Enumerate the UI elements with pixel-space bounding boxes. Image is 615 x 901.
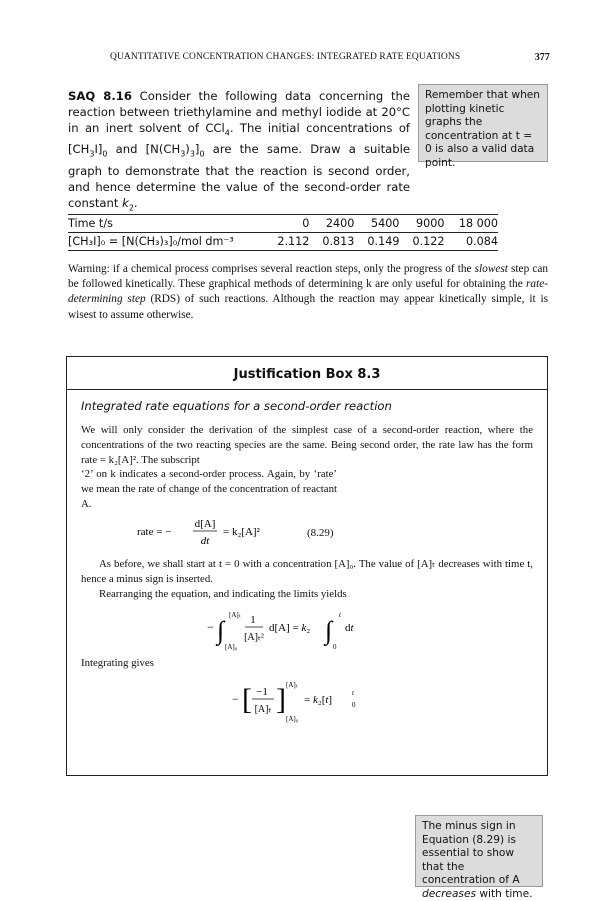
- eq-rhs: = k₂[A]²: [223, 526, 260, 538]
- svg-text:[A]ₜ: [A]ₜ: [254, 704, 272, 715]
- eq-denominator: dt: [200, 535, 210, 547]
- running-head: [110, 52, 550, 63]
- svg-text:[A]ₜ: [A]ₜ: [286, 681, 298, 689]
- saq-text: and [N(CH: [107, 142, 181, 157]
- table-cell: 2400: [309, 215, 354, 233]
- svg-text:t: t: [352, 689, 354, 697]
- justification-title: Justification Box 8.3: [233, 367, 381, 382]
- title-divider: [67, 389, 547, 390]
- note-text: with time.: [476, 887, 533, 900]
- running-title: QUANTITATIVE CONCENTRATION CHANGES: INTEGRATED RATE EQUATIONS: [110, 52, 461, 62]
- svg-text:[A]₀: [A]₀: [225, 643, 238, 651]
- equation-number: (8.29): [307, 527, 334, 539]
- justification-subtitle: Integrated rate equations for a second-order reaction: [81, 399, 392, 413]
- svg-text:0: 0: [333, 643, 337, 651]
- saq-sub: 3: [180, 149, 186, 159]
- table-cell: 0: [264, 215, 309, 233]
- equation-integral: [207, 605, 407, 656]
- svg-text:dt: dt: [345, 622, 354, 634]
- justification-box: [66, 356, 548, 900]
- page-number: 377: [534, 52, 550, 63]
- warning-text: step can be followed kinetically. These graphical methods of determining k are only useful for obtaining the: [68, 263, 548, 291]
- saq-text: I]: [94, 142, 103, 157]
- svg-text:−: −: [207, 620, 214, 634]
- svg-text:t: t: [339, 611, 341, 619]
- equation-8-29: [137, 513, 297, 556]
- svg-text:[A]₀: [A]₀: [286, 715, 299, 723]
- svg-text:−: −: [232, 692, 239, 706]
- row-label-concentration: [CH₃I]₀ = [N(CH₃)₃]₀/mol dm⁻³: [68, 233, 264, 251]
- svg-text:∫: ∫: [325, 616, 333, 645]
- table-cell: 0.813: [309, 233, 354, 251]
- svg-text:d[A] = k₂: d[A] = k₂: [269, 622, 311, 634]
- para-derivation-intro: We will only consider the derivation of the simplest case of a second-order reaction, where the concentrations of the two reacting species are the same. Being second order, the rate law has the form rate = k₂[A]². The subscript: [81, 424, 533, 466]
- data-table: [68, 214, 498, 251]
- warning-text: Warning: if a chemical process comprises several reaction steps, only the progress of the: [68, 263, 475, 275]
- saq-sub: 0: [102, 149, 108, 159]
- saq-text: . The initial concentrations of [CH: [68, 121, 410, 157]
- svg-text:= k₂[t]: = k₂[t]: [304, 694, 333, 706]
- svg-text:[A]ₜ²: [A]ₜ²: [244, 632, 264, 643]
- margin-note-minus-sign: [415, 815, 543, 900]
- saq-text: ]: [194, 142, 200, 157]
- saq-sub: 0: [199, 149, 205, 159]
- saq-label: SAQ 8.16: [68, 89, 132, 103]
- row-label-time: Time t/s: [68, 215, 264, 233]
- svg-text:1: 1: [250, 614, 256, 626]
- table-row-concentration: [68, 233, 498, 251]
- warning-text: (RDS) of such reactions. Although the reaction may appear kinetically simple, it is wisest to assume otherwise.: [68, 293, 548, 321]
- saq-text: ): [185, 142, 190, 157]
- table-row-time: [68, 215, 498, 233]
- note-emph: decreases: [422, 887, 476, 900]
- warning-emph: slowest: [474, 263, 508, 275]
- table-cell: 18 000: [444, 215, 498, 233]
- svg-text:0: 0: [352, 701, 356, 709]
- svg-text:]: ]: [276, 683, 286, 716]
- equation-integrated: [232, 677, 392, 728]
- svg-text:[: [: [242, 683, 252, 716]
- para-initial-condition: As before, we shall start at t = 0 with a concentration [A]₀. The value of [A]ₜ decreases with time t, hence a minus sign is inserted.: [81, 558, 533, 585]
- saq-text: .: [133, 195, 138, 210]
- saq-sub: 3: [89, 149, 95, 159]
- table-cell: 2.112: [264, 233, 309, 251]
- saq-sub: 2: [128, 202, 134, 212]
- svg-text:[A]ₜ: [A]ₜ: [229, 611, 241, 619]
- saq-text: Consider the following data concerning the reaction between triethylamine and methyl iodide at 20°C in an inert solvent of CCl: [68, 89, 410, 135]
- para-subscript-note: ‘2’ on k indicates a second-order process. Again, by ‘rate’ we mean the rate of change of the concentration of reactant A.: [81, 468, 337, 510]
- warning-emph: rate-determining step: [68, 278, 548, 306]
- svg-text:−1: −1: [256, 686, 268, 698]
- eq-numerator: d[A]: [194, 518, 216, 530]
- eq-rate-label: rate = −: [137, 526, 172, 538]
- saq-sub: 3: [189, 149, 195, 159]
- table-cell: 0.149: [354, 233, 399, 251]
- saq-sub: 4: [224, 128, 230, 138]
- saq-paragraph: [68, 88, 410, 216]
- note-text: The minus sign in Equation (8.29) is essential to show that the concentration of A: [422, 820, 520, 886]
- table-cell: 9000: [399, 215, 444, 233]
- saq-text: are the same. Draw a suitable graph to demonstrate that the reaction is second order, and hence determine the value of the second-order rate constant: [68, 142, 410, 210]
- para-integrating: Integrating gives: [81, 657, 154, 669]
- para-rearranging: Rearranging the equation, and indicating the limits yields: [99, 588, 347, 600]
- table-cell: 0.084: [444, 233, 498, 251]
- warning-paragraph: [68, 262, 548, 323]
- saq-k: k: [122, 195, 129, 210]
- svg-text:∫: ∫: [217, 616, 225, 645]
- margin-note-graph-tip: Remember that when plotting kinetic graphs the concentration at t = 0 is also a valid data point.: [418, 84, 548, 162]
- table-cell: 5400: [354, 215, 399, 233]
- table-cell: 0.122: [399, 233, 444, 251]
